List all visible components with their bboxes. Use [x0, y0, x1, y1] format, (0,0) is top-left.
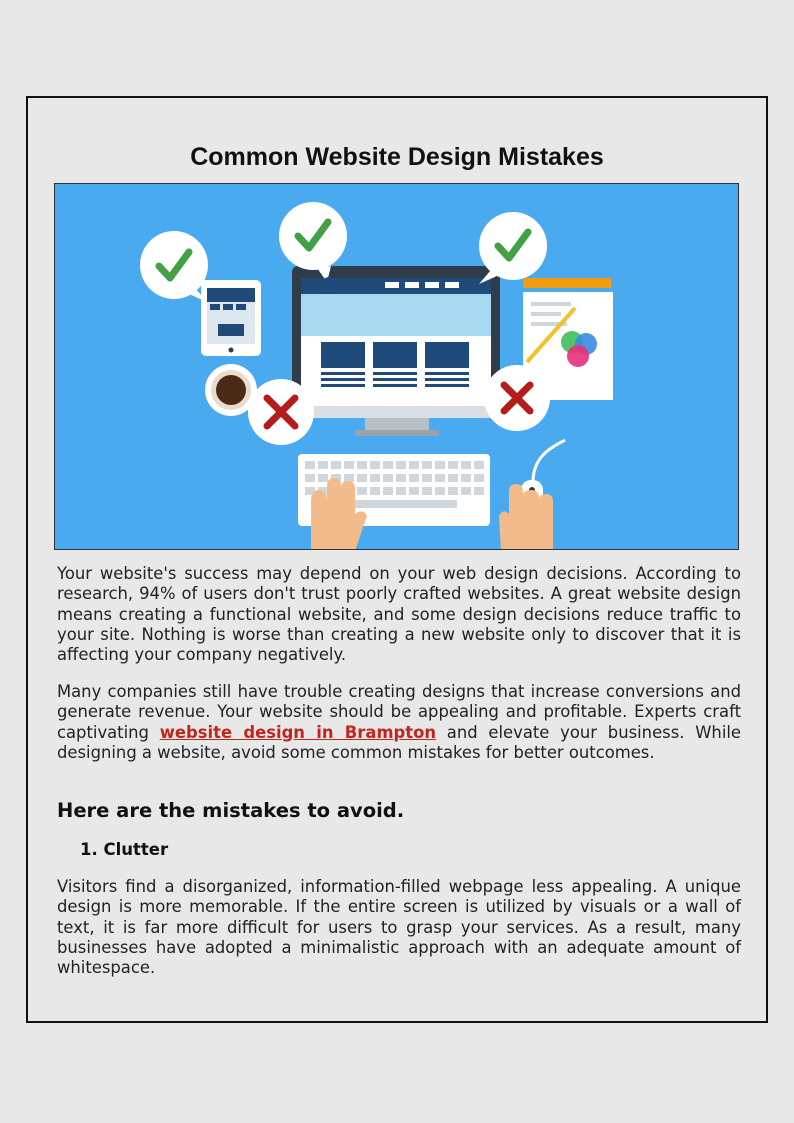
web-design-illustration	[55, 184, 739, 550]
mistakes-heading: Here are the mistakes to avoid.	[57, 799, 405, 822]
list-item-number: 1.	[80, 840, 98, 859]
paragraph-text: Many companies still have trouble creating designs that increase conversions and generate revenue. Your website should be appealing and profitable. Experts craft captivating	[57, 682, 741, 742]
tablet-icon	[201, 280, 261, 356]
website-design-brampton-link[interactable]: website design in Brampton	[159, 722, 437, 742]
cross-bubble-icon	[248, 379, 314, 445]
monitor-icon	[292, 266, 500, 436]
check-bubble-icon	[479, 212, 547, 284]
paragraph-text: and elevate your business. While designing a website, avoid some common mistakes for better outcomes.	[57, 722, 742, 762]
intro-paragraph: Your website's success may depend on your web design decisions. According to research, 94% of users don't trust poorly crafted websites. A great website design means creating a functional website, and some design decisions reduce traffic to your site. Nothing is worse than creating a new website only to discover that it is affecting your company negatively.	[57, 564, 741, 665]
hero-illustration	[54, 183, 739, 550]
companies-paragraph	[57, 682, 741, 763]
list-item-title: Clutter	[103, 840, 169, 859]
check-bubble-icon	[140, 231, 208, 302]
right-hand-icon	[499, 480, 553, 550]
clutter-paragraph: Visitors find a disorganized, information-filled webpage less appealing. A unique design is more memorable. If the entire screen is utilized by visuals or a wall of text, it is far more difficult for users to grasp your services. As a result, many businesses have adopted a minimalistic approach with an adequate amount of whitespace.	[57, 877, 741, 978]
page-title: Common Website Design Mistakes	[190, 143, 604, 171]
list-item-clutter-heading	[80, 840, 168, 859]
